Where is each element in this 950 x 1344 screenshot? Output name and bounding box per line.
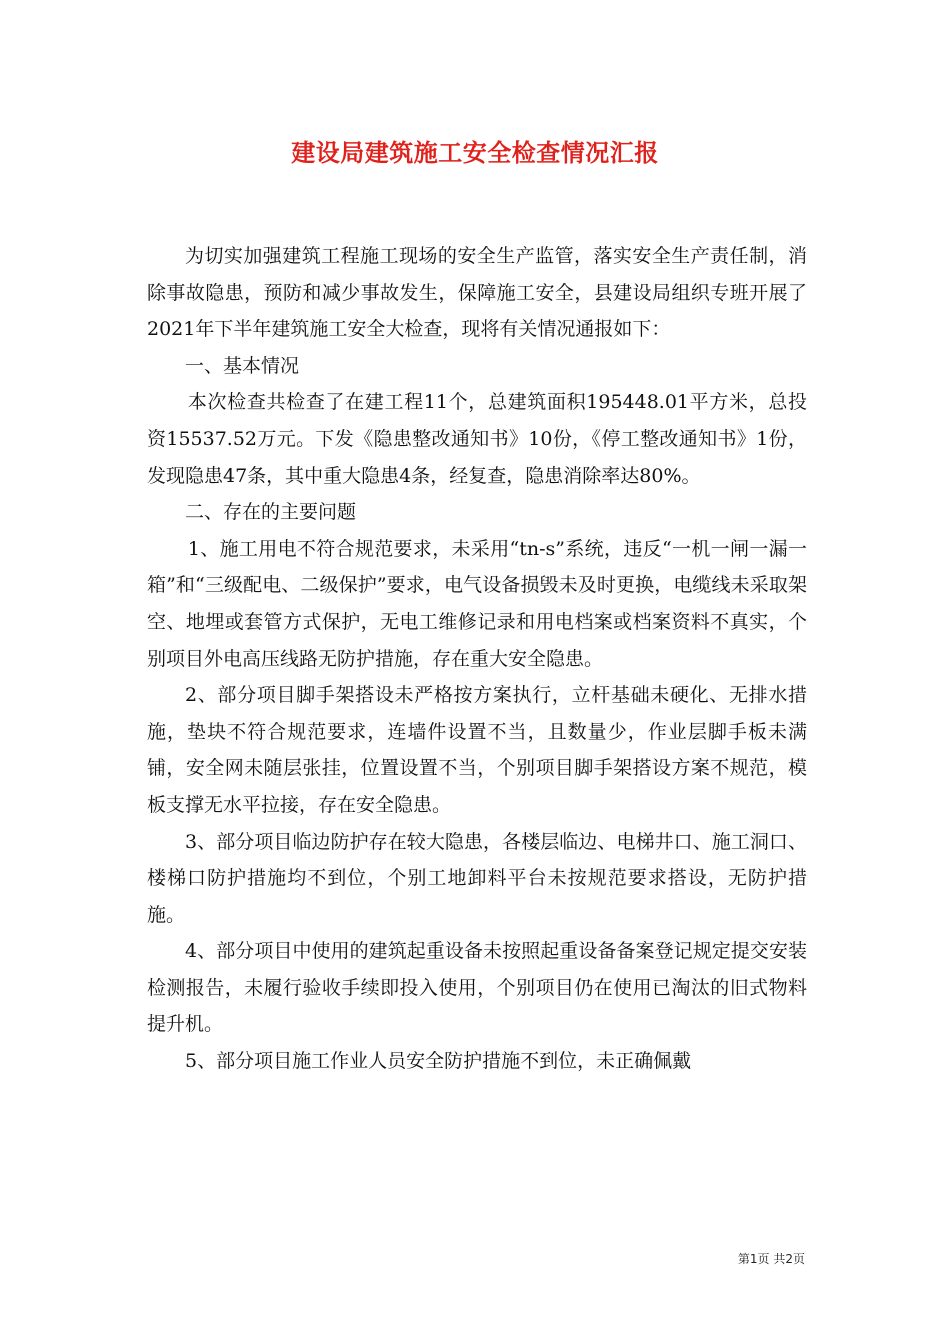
paragraph-problem-3: 3、部分项目临边防护存在较大隐患，各楼层临边、电梯井口、施工洞口、楼梯口防护措施均不到位，个别工地卸料平台未按规范要求搭设，无防护措施。 [147,830,807,926]
document-title: 建设局建筑施工安全检查情况汇报 [291,139,659,167]
paragraph-problem-1: 1、施工用电不符合规范要求，未采用“tn-s”系统，违反“一机一闸一漏一箱”和“三级配电、二级保护”要求，电气设备损毁未及时更换，电缆线未采取架空、地埋或套管方式保护，无电工维修记录和用电档案或档案资料不真实，个别项目外电高压线路无防护措施，存在重大安全隐患。 [147,537,807,670]
section-heading-problems: 二、存在的主要问题 [185,501,357,524]
section-heading-basic: 一、基本情况 [185,354,300,377]
paragraph-problem-5: 5、部分项目施工作业人员安全防护措施不到位，未正确佩戴 [185,1050,692,1073]
paragraph-basic-info: 本次检查共检查了在建工程11个，总建筑面积195448.01平方米，总投资15537.52万元。下发《隐患整改通知书》10份，《停工整改通知书》1份，发现隐患47条，其中重大隐患4条，经复查，隐患消除率达80%。 [147,391,807,487]
document-body [147,238,807,1080]
paragraph-intro: 为切实加强建筑工程施工现场的安全生产监管，落实安全生产责任制，消除事故隐患，预防和减少事故发生，保障施工安全，县建设局组织专班开展了2021年下半年建筑施工安全大检查，现将有关情况通报如下： [147,245,807,341]
page-number: 第1页 共2页 [737,1252,805,1266]
paragraph-problem-4: 4、部分项目中使用的建筑起重设备未按照起重设备备案登记规定提交安装检测报告，未履行验收手续即投入使用，个别项目仍在使用已淘汰的旧式物料提升机。 [147,940,807,1036]
paragraph-problem-2: 2、部分项目脚手架搭设未严格按方案执行，立杆基础未硬化、无排水措施，垫块不符合规范要求，连墙件设置不当，且数量少，作业层脚手板未满铺，安全网未随层张挂，位置设置不当，个别项目脚手架搭设方案不规范，模板支撑无水平拉接，存在安全隐患。 [147,684,807,816]
